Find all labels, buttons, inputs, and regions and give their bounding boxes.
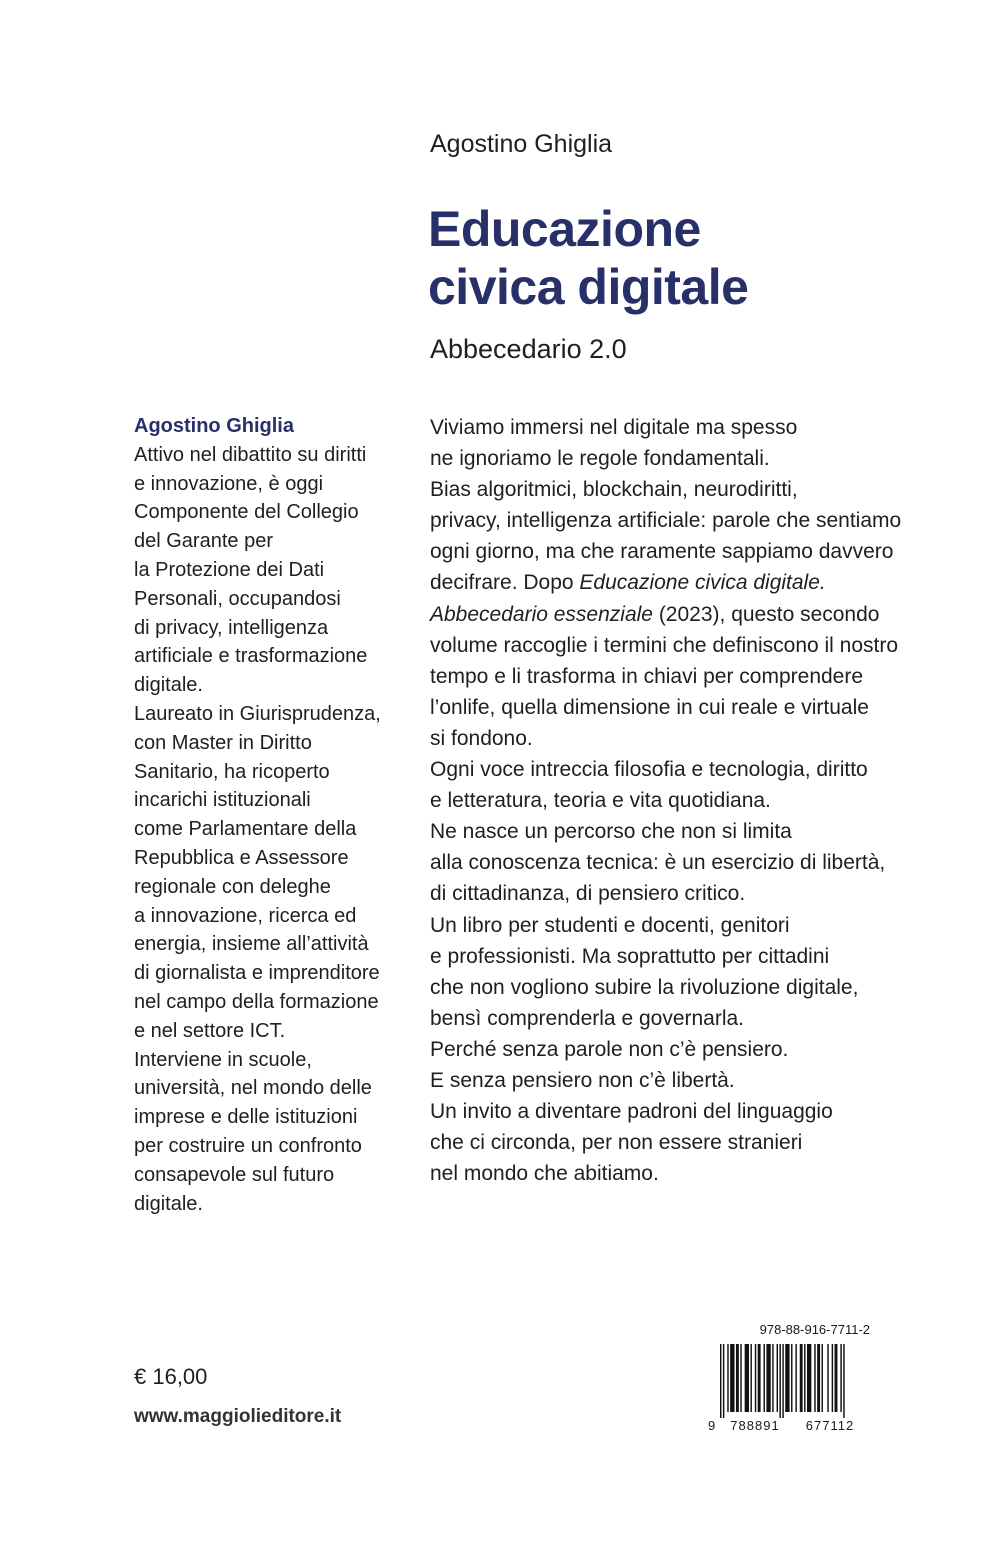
barcode-bar [730, 1344, 734, 1412]
bio-line: regionale con deleghe [134, 875, 331, 898]
description-line: l’onlife, quella dimensione in cui reale e virtuale [430, 695, 869, 719]
title-line-2: civica digitale [428, 259, 749, 315]
description-line: Un libro per studenti e docenti, genitori [430, 913, 790, 937]
description-line: E senza pensiero non c’è libertà. [430, 1068, 735, 1092]
barcode-bar [764, 1344, 765, 1412]
publisher-website[interactable]: www.maggiolieditore.it [134, 1406, 342, 1427]
cited-title: Educazione civica digitale. [579, 571, 826, 595]
author-bio [134, 412, 394, 1218]
barcode-bar [817, 1344, 820, 1412]
barcode-digits-right: 677112 [805, 1418, 855, 1432]
description-line: Ogni voce intreccia filosofia e tecnologia, diritto [430, 758, 868, 782]
description-line: ne ignoriamo le regole fondamentali. [430, 447, 770, 471]
bio-line: imprese e delle istituzioni [134, 1106, 358, 1129]
bio-line: come Parlamentare della [134, 818, 357, 841]
barcode-icon [706, 1344, 870, 1432]
barcode-bars [720, 1344, 845, 1418]
barcode-digit-first: 9 [708, 1418, 716, 1432]
barcode-bar [827, 1344, 828, 1412]
barcode-bar [807, 1344, 811, 1412]
bio-line: Componente del Collegio [134, 501, 359, 524]
barcode-bar [814, 1344, 815, 1412]
barcode-bar [723, 1344, 724, 1418]
description-line: si fondono. [430, 726, 533, 750]
barcode-bar [843, 1344, 844, 1418]
barcode-bar [727, 1344, 728, 1412]
bio-line: del Garante per [134, 530, 273, 553]
barcode-bar [740, 1344, 741, 1412]
bio-line: artificiale e trasformazione [134, 645, 368, 668]
price: € 16,00 [134, 1364, 208, 1389]
description-text: decifrare. Dopo [430, 571, 580, 595]
description-line: Viviamo immersi nel digitale ma spesso [430, 416, 798, 439]
bio-line: a innovazione, ricerca ed [134, 904, 357, 927]
description-line: tempo e li trasforma in chiavi per comprendere [430, 664, 864, 688]
cover-author: Agostino Ghiglia [430, 130, 613, 158]
barcode-bar [791, 1344, 792, 1412]
barcode-bar [800, 1344, 803, 1412]
bio-line: Personali, occupandosi [134, 587, 341, 610]
barcode-bar [755, 1344, 756, 1412]
barcode-bar [822, 1344, 823, 1412]
barcode-bar [750, 1344, 751, 1412]
barcode-bar [736, 1344, 739, 1412]
description-line: e letteratura, teoria e vita quotidiana. [430, 789, 771, 813]
description-line: volume raccoglie i termini che definiscono il nostro [430, 633, 899, 657]
barcode-bar [766, 1344, 770, 1412]
bio-line: digitale. [134, 674, 203, 697]
description-line: alla conoscenza tecnica: è un esercizio di libertà, [430, 851, 886, 875]
bio-line: di giornalista e imprenditore [134, 962, 380, 985]
bio-line: e nel settore ICT. [134, 1019, 286, 1042]
barcode-bar [835, 1344, 838, 1412]
barcode-bar [779, 1344, 780, 1418]
description-line: e professionisti. Ma soprattutto per cittadini [430, 944, 830, 968]
bio-line: consapevole sul futuro [134, 1163, 335, 1186]
description-line: Bias algoritmici, blockchain, neurodiritti, [430, 478, 798, 502]
book-description [430, 412, 902, 1189]
description-text: (2023), questo secondo [652, 602, 880, 626]
barcode-bar [785, 1344, 789, 1412]
barcode-bar [795, 1344, 796, 1412]
title-line-1: Educazione [428, 201, 701, 257]
description-line: privacy, intelligenza artificiale: parole che sentiamo [430, 509, 902, 533]
bio-line: Sanitario, ha ricoperto [134, 760, 330, 783]
bio-line: Repubblica e Assessore [134, 846, 349, 869]
bio-line: per costruire un confronto [134, 1134, 362, 1157]
book-title [428, 200, 748, 316]
description-line: nel mondo che abitiamo. [430, 1162, 659, 1186]
bio-line: università, nel mondo delle [134, 1077, 372, 1100]
bio-line: con Master in Diritto [134, 731, 312, 754]
barcode-bar [772, 1344, 773, 1412]
isbn-barcode [706, 1322, 870, 1432]
description-line [430, 567, 880, 598]
bio-line: incarichi istituzionali [134, 789, 311, 812]
barcode-bar [758, 1344, 761, 1412]
bio-line: e innovazione, è oggi [134, 472, 324, 495]
description-line: che non vogliono subire la rivoluzione digitale, [430, 975, 859, 999]
book-subtitle: Abbecedario 2.0 [430, 334, 627, 364]
description-line: di cittadinanza, di pensiero critico. [430, 882, 746, 906]
cited-subtitle: Abbecedario essenziale [430, 602, 653, 626]
bio-line: la Protezione dei Dati [134, 558, 325, 581]
description-line: ogni giorno, ma che raramente sappiamo davvero [430, 540, 894, 564]
barcode-bar [804, 1344, 805, 1412]
barcode-bar [840, 1344, 841, 1412]
description-line: Ne nasce un percorso che non si limita [430, 820, 792, 844]
bio-line: di privacy, intelligenza [134, 616, 329, 639]
bio-author-name: Agostino Ghiglia [134, 415, 294, 437]
barcode-bar [777, 1344, 778, 1412]
description-line: Perché senza parole non c’è pensiero. [430, 1037, 789, 1061]
description-line: Un invito a diventare padroni del linguaggio [430, 1100, 833, 1124]
barcode-bar [832, 1344, 833, 1412]
barcode-bar [745, 1344, 749, 1412]
description-line [430, 599, 880, 630]
bio-line: Interviene in scuole, [134, 1048, 312, 1071]
bio-line: digitale. [134, 1192, 203, 1215]
isbn-number: 978-88-916-7711-2 [759, 1322, 870, 1337]
bio-line: nel campo della formazione [134, 990, 379, 1013]
barcode-bar [782, 1344, 783, 1418]
description-line: che ci circonda, per non essere stranieri [430, 1131, 803, 1155]
bio-line: energia, insieme all’attività [134, 933, 369, 956]
barcode-digits-left: 788891 [730, 1418, 780, 1432]
bio-line: Attivo nel dibattito su diritti [134, 443, 367, 466]
bio-line: Laureato in Giurisprudenza, [134, 702, 381, 725]
barcode-bar [720, 1344, 721, 1418]
description-line: bensì comprenderla e governarla. [430, 1006, 745, 1030]
